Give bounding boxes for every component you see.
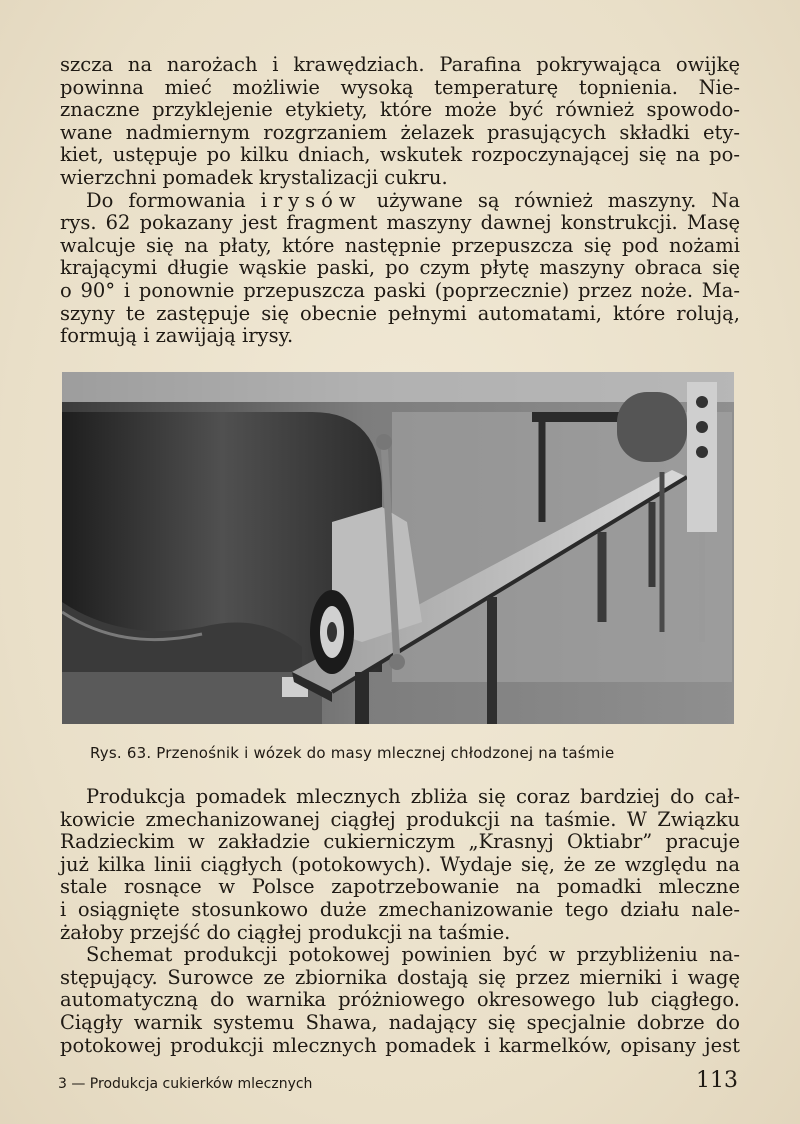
upper-text [60, 54, 740, 348]
text-line: kowicie zmechanizowanej ciągłej produkcji na taśmie. W Związku [60, 807, 740, 831]
text-line: automatyczną do warnika próżniowego okresowego lub ciągłego. [60, 988, 740, 1012]
text-line: wierzchni pomadek krystalizacji cukru. [60, 165, 448, 189]
text-line: już kilka linii ciągłych (potokowych). Wydaje się, że ze względu na [60, 852, 740, 876]
text-line: krającymi długie wąskie paski, po czym płytę maszyny obraca się [60, 256, 740, 280]
text-line: powinna mieć możliwie wysoką temperaturę topnienia. Nie- [60, 75, 740, 99]
text-line: potokowej produkcji mlecznych pomadek i karmelków, opisany jest [60, 1033, 740, 1057]
conveyor-photo [62, 372, 734, 724]
paragraph-2 [60, 190, 740, 348]
paragraph-1 [60, 54, 740, 190]
paragraph-4 [60, 944, 740, 1057]
text-span: używane są również maszyny. Na [376, 188, 741, 212]
paragraph-3 [60, 786, 740, 944]
page-number: 113 [696, 1068, 738, 1093]
conveyor-illustration [62, 372, 734, 724]
text-line: kiet, ustępuje po kilku dniach, wskutek rozpoczynającej się na po- [60, 143, 740, 167]
text-line: szyny te zastępuje się obecnie pełnymi automatami, które rolują, [60, 301, 740, 325]
text-span: Do formowania [86, 188, 246, 212]
lower-text [60, 786, 740, 1057]
text-line: i osiągnięte stosunkowo duże zmechanizowanie tego działu nale- [60, 897, 740, 921]
text-line: Ciągły warnik systemu Shawa, nadający się specjalnie dobrze do [60, 1010, 740, 1034]
text-line: stępujący. Surowce ze zbiornika dostają się przez mierniki i wagę [60, 965, 740, 989]
text-line: walcuje się na płaty, które następnie przepuszcza się pod nożami [60, 233, 740, 257]
text-line: Schemat produkcji potokowej powinien być w przybliżeniu na- [86, 943, 740, 967]
running-footer: 3 — Produkcja cukierków mlecznych [58, 1076, 313, 1092]
text-line: Produkcja pomadek mlecznych zbliża się coraz bardziej do cał- [86, 785, 740, 808]
text-line-first [60, 190, 740, 213]
text-line: szcza na narożach i krawędziach. Parafina pokrywająca owijkę [60, 53, 740, 76]
text-line: rys. 62 pokazany jest fragment maszyny dawnej konstrukcji. Masę [60, 211, 740, 235]
text-line: o 90° i ponownie przepuszcza paski (poprzecznie) przez noże. Ma- [60, 278, 740, 302]
spaced-term: irysów [260, 188, 362, 212]
text-line: Radzieckim w zakładzie cukierniczym „Krasnyj Oktiabr” pracuje [60, 830, 740, 854]
figure-caption: Rys. 63. Przenośnik i wózek do masy mlecznej chłodzonej na taśmie [90, 744, 615, 762]
text-line: stale rosnące w Polsce zapotrzebowanie na pomadki mleczne [60, 875, 740, 899]
text-line: wane nadmiernym rozgrzaniem żelazek prasujących składki ety- [60, 120, 740, 144]
text-line: żałoby przejść do ciągłej produkcji na taśmie. [60, 920, 511, 944]
text-line: formują i zawijają irysy. [60, 324, 294, 348]
text-line: znaczne przyklejenie etykiety, które może być również spowodo- [60, 98, 740, 122]
